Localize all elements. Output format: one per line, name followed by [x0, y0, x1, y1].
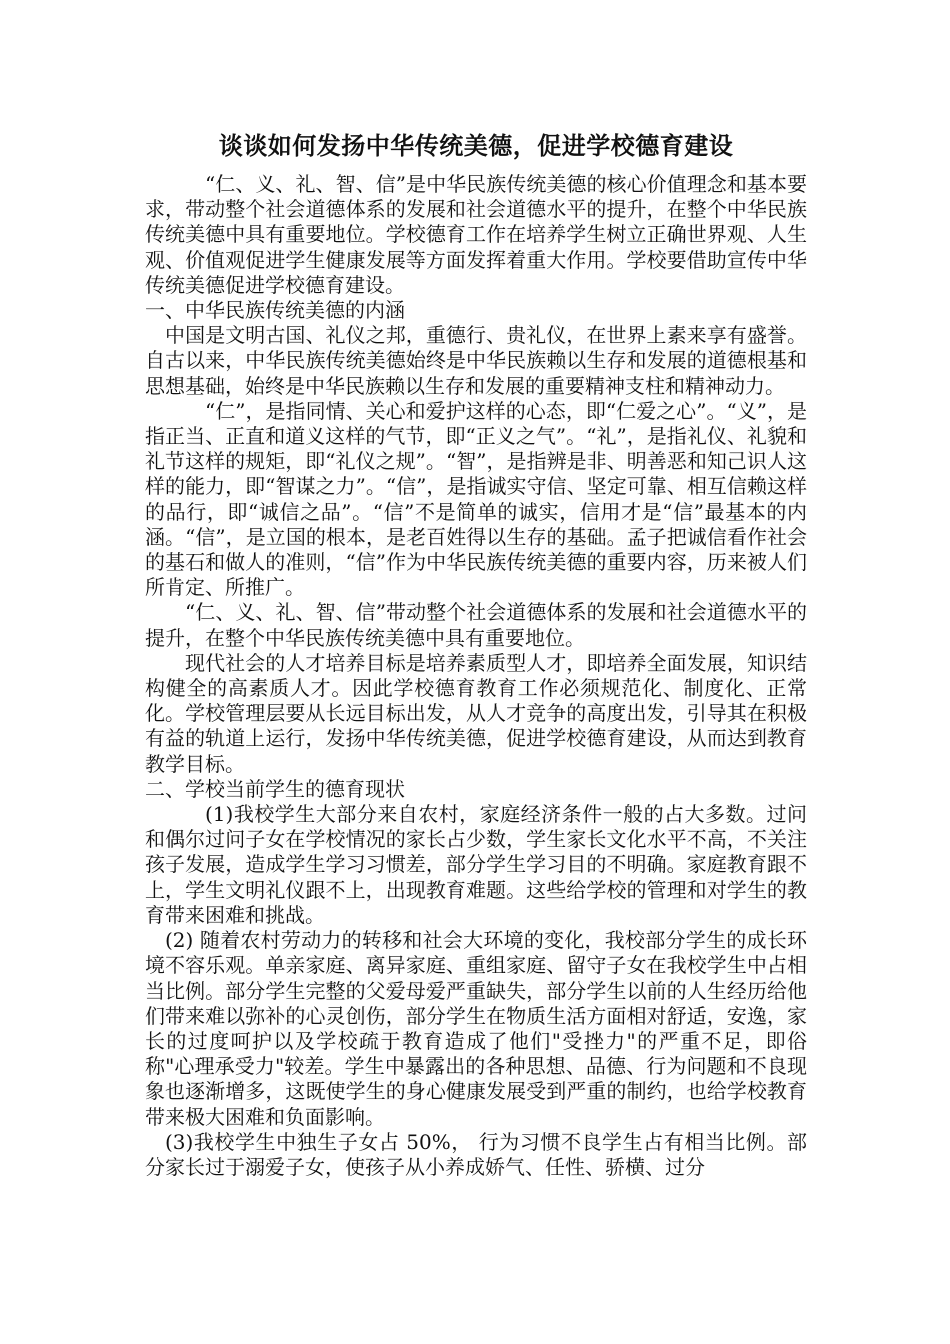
- section-heading-1: 一、中华民族传统美德的内涵: [145, 298, 405, 323]
- body-paragraph: (2) 随着农村劳动力的转移和社会大环境的变化，我校部分学生的成长环境不容乐观。单亲家庭、离异家庭、重组家庭、留守子女在我校学生中占相当比例。部分学生完整的父爱母爱严重缺失，部分学生以前的人生经历给他们带来难以弥补的心灵创伤，部分学生在物质生活方面相对舒适，安逸，家长的过度呵护以及学校疏于教育造成了他们"受挫力"的严重不足，即俗称"心理承受力"较差。学生中暴露出的各种思想、品德、行为问题和不良现象也逐渐增多，这既使学生的身心健康发展受到严重的制约，也给学校教育带来极大困难和负面影响。: [145, 928, 807, 1129]
- body-paragraph: 现代社会的人才培养目标是培养素质型人才，即培养全面发展，知识结构健全的高素质人才。因此学校德育教育工作必须规范化、制度化、正常化。学校管理层要从长远目标出发，从人才竞争的高度出发，引导其在积极有益的轨道上运行，发扬中华传统美德，促进学校德育建设，从而达到教育教学目标。: [145, 650, 807, 776]
- body-paragraph: “仁”，是指同情、关心和爱护这样的心态，即“仁爱之心”。“义”，是指正当、正直和道义这样的气节，即“正义之气”。“礼”，是指礼仪、礼貌和礼节这样的规矩，即“礼仪之规”。“智”，是指辨是非、明善恶和知己识人这样的能力，即“智谋之力”。“信”，是指诚实守信、坚定可靠、相互信赖这样的品行，即“诚信之品”。“信”不是简单的诚实，信用才是“信”最基本的内涵。“信”，是立国的根本，是老百姓得以生存的基础。孟子把诚信看作社会的基石和做人的准则，“信”作为中华民族传统美德的重要内容，历来被人们所肯定、所推广。: [145, 398, 807, 600]
- document-page: [145, 130, 807, 1180]
- body-paragraph: 中国是文明古国、礼仪之邦，重德行、贵礼仪，在世界上素来享有盛誉。自古以来，中华民族传统美德始终是中华民族赖以生存和发展的道德根基和思想基础，始终是中华民族赖以生存和发展的重要精神支柱和精神动力。: [145, 323, 807, 398]
- section-heading-2: 二、学校当前学生的德育现状: [145, 776, 405, 801]
- body-paragraph: (1)我校学生大部分来自农村，家庭经济条件一般的占大多数。过问和偶尔过问子女在学校情况的家长占少数，学生家长文化水平不高，不关注孩子发展，造成学生学习习惯差，部分学生学习目的不明确。家庭教育跟不上，学生文明礼仪跟不上，出现教育难题。这些给学校的管理和对学生的教育带来困难和挑战。: [145, 802, 807, 927]
- body-paragraph: “仁、义、礼、智、信”带动整个社会道德体系的发展和社会道德水平的提升，在整个中华民族传统美德中具有重要地位。: [145, 600, 807, 650]
- document-title: 谈谈如何发扬中华传统美德，促进学校德育建设: [218, 132, 734, 160]
- intro-paragraph: “仁、义、礼、智、信”是中华民族传统美德的核心价值理念和基本要求，带动整个社会道德体系的发展和社会道德水平的提升，在整个中华民族传统美德中具有重要地位。学校德育工作在培养学生树立正确世界观、人生观、价值观促进学生健康发展等方面发挥着重大作用。学校要借助宣传中华传统美德促进学校德育建设。: [145, 172, 807, 297]
- body-paragraph: (3)我校学生中独生子女占 50%， 行为习惯不良学生占有相当比例。部分家长过于溺爱子女，使孩子从小养成娇气、任性、骄横、过分: [145, 1129, 807, 1179]
